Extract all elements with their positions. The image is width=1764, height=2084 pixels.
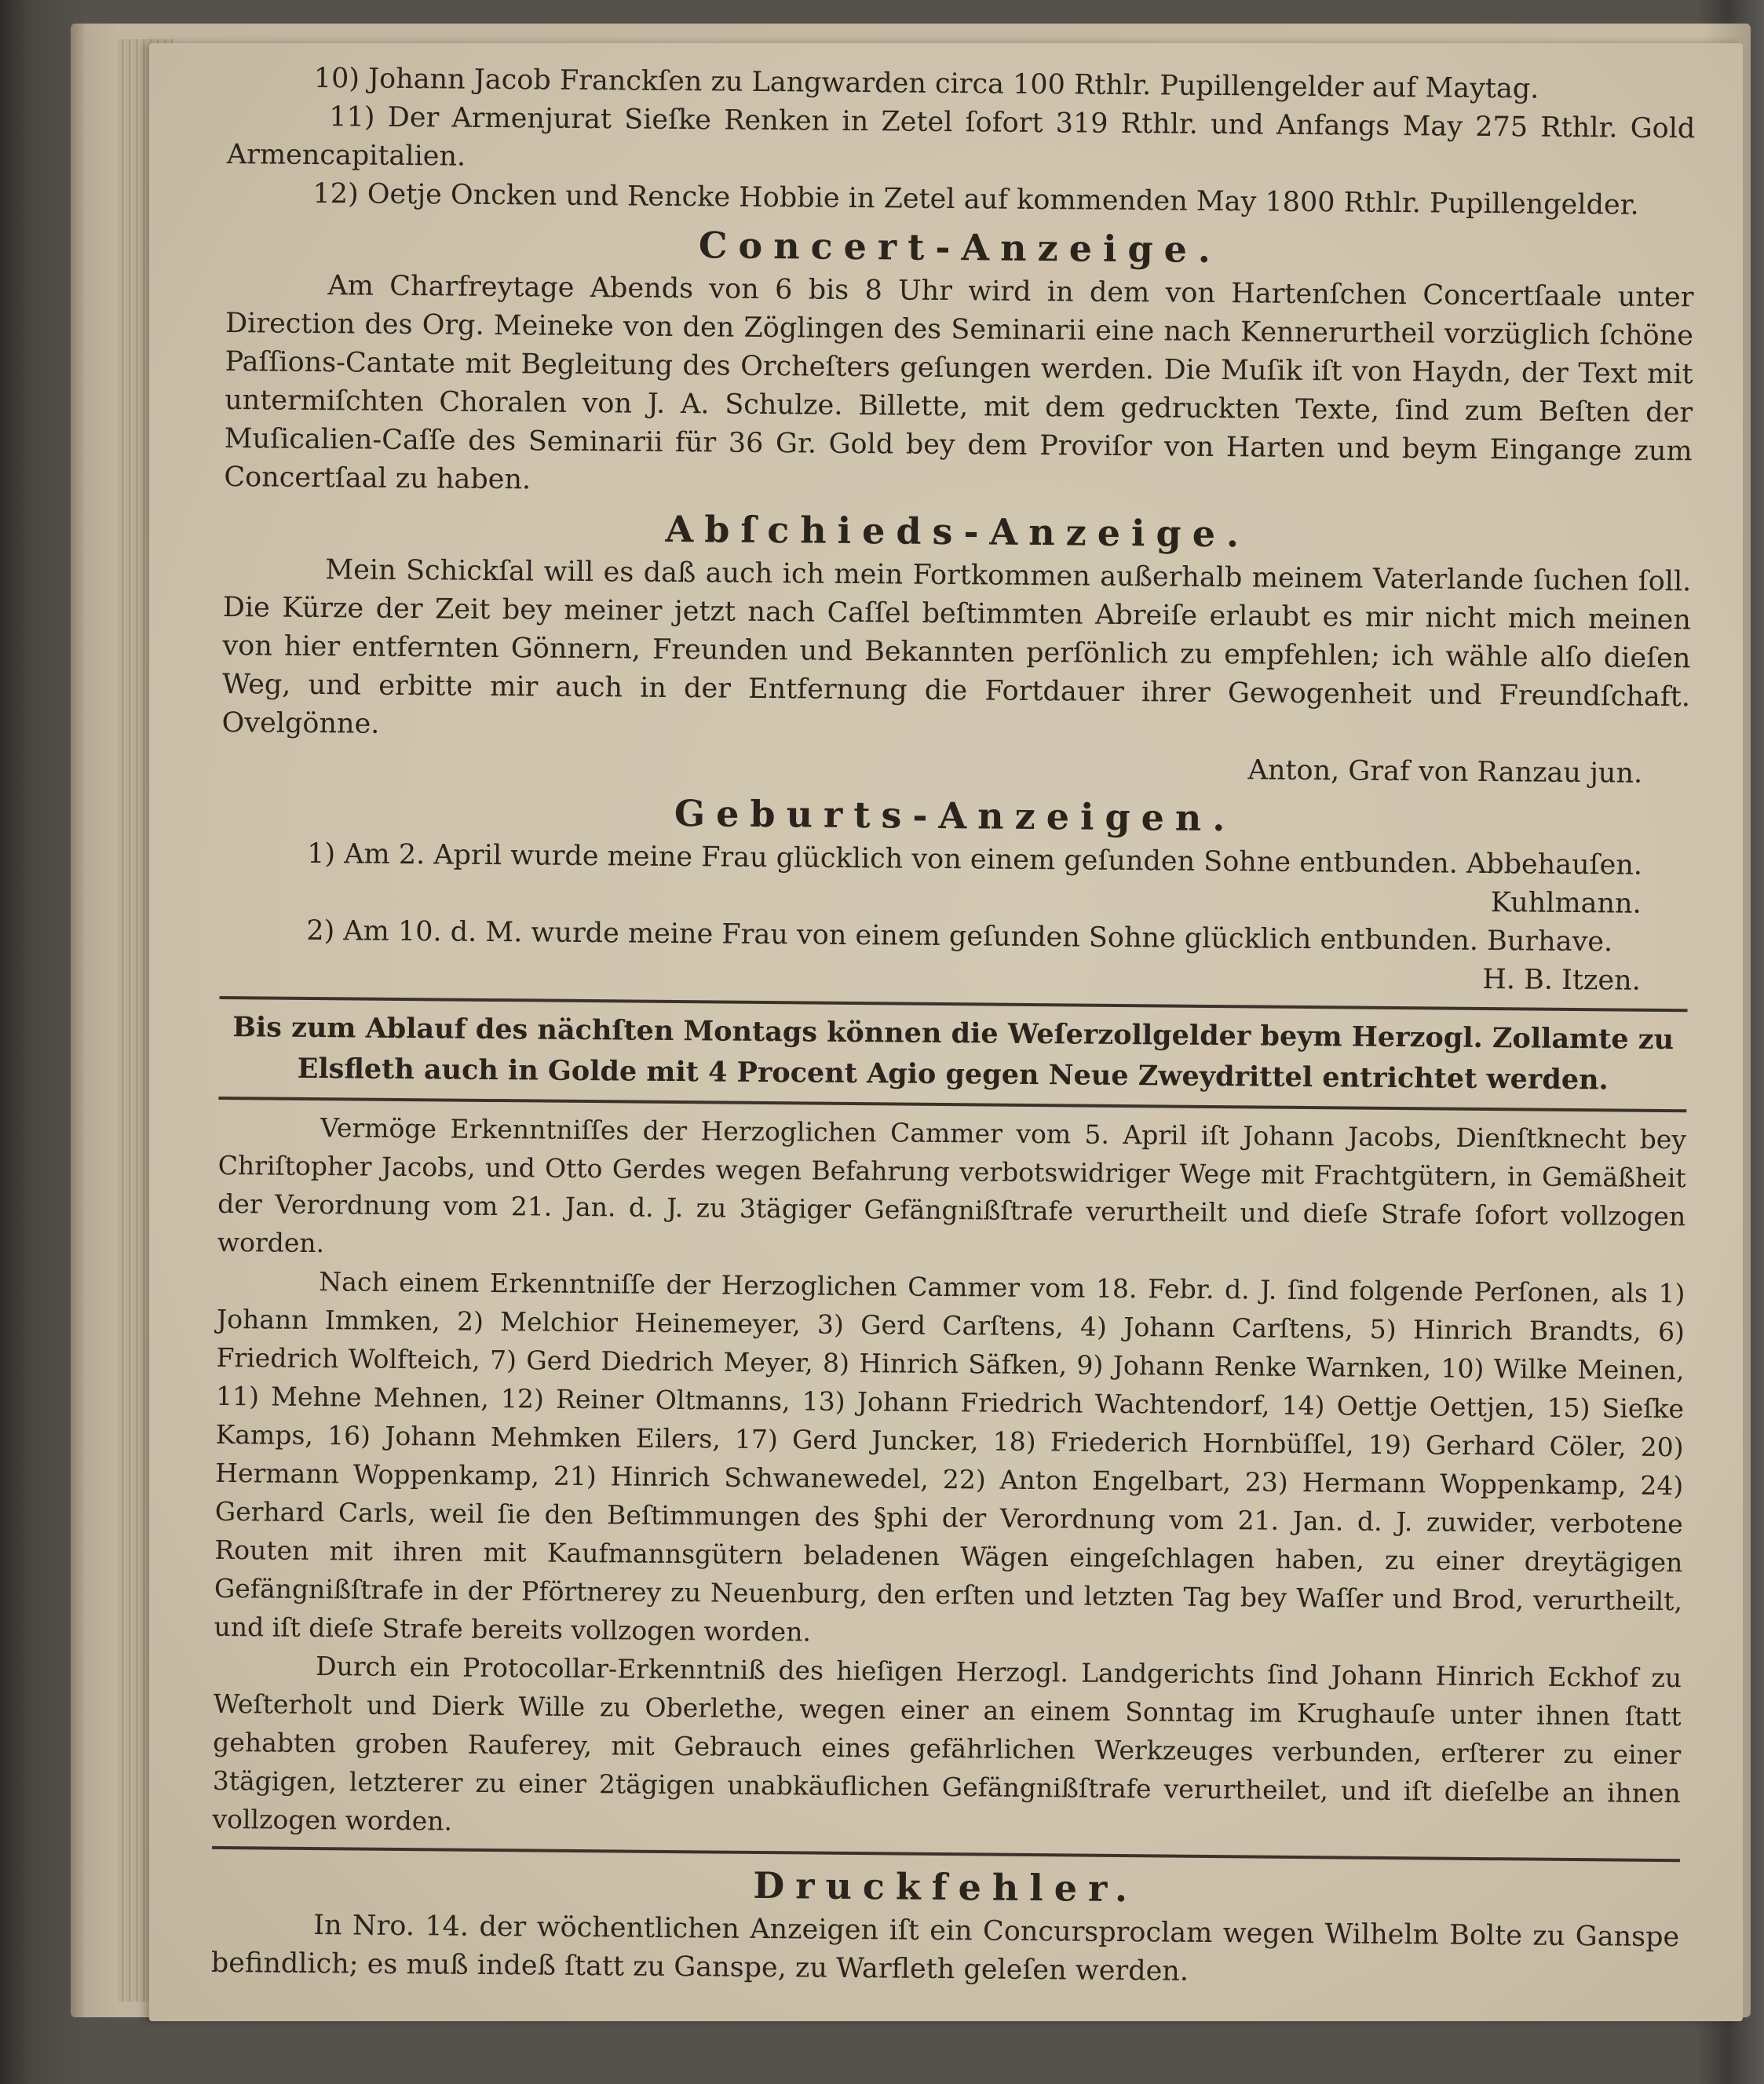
birth-item-2: 2) Am 10. d. M. wurde meine Frau von einem geſunden Sohne glücklich entbunden. Burhave. xyxy=(306,914,1613,958)
list-item-10: 10) Johann Jacob Franckſen zu Langwarden circa 100 Rthlr. Pupillengelder auf Maytag. xyxy=(313,62,1539,105)
farewell-signature: Anton, Graf von Ranzau jun. xyxy=(1247,754,1643,790)
verdict-paragraph-2: Nach einem Erkenntniſſe der Herzoglichen Cammer vom 18. Febr. d. J. ſind folgende Perſonen, als 1) Johann Immken, 2) Melchior Heinemeyer, 3) Gerd Carſtens, 4) Johann Carſtens, 5) Hinrich Brandts, 6) Friedrich Wolfteich, 7) Gerd Diedrich Meyer, 8) Hinrich Säfken, 9) Johann Renke Warnken, 10) Wilke Meinen, 11) Mehne Mehnen, 12) Reiner Oltmanns, 13) Johann Friedrich Wachtendorf, 14) Oettje Oettjen, 15) Sieſke Kamps, 16) Johann Mehmken Eilers, 17) Gerd Juncker, 18) Friederich Hornbüſſel, 19) Gerhard Cöler, 20) Hermann Woppenkamp, 21) Hinrich Schwanewedel, 22) Anton Engelbart, 23) Hermann Woppenkamp, 24) Gerhard Carls, weil ſie den Beſtimmungen des §phi der Verordnung vom 21. Jan. d. J. zuwider, verbotene Routen mit ihren mit Kaufmannsgütern beladenen Wägen eingeſchlagen haben, zu einer dreytägigen Gefängnißſtrafe in der Pförtnerey zu Neuenburg, den erſten und letzten Tag bey Waſſer und Brod, verurtheilt, und iſt dieſe Strafe bereits vollzogen worden. xyxy=(214,1266,1685,1648)
births-heading: Geburts-Anzeigen. xyxy=(674,792,1236,840)
birth-item-1: 1) Am 2. April wurde meine Frau glücklich von einem geſunden Sohne entbunden. Abbehauſen. xyxy=(306,838,1643,881)
farewell-body: Mein Schickſal will es daß auch ich mein Fortkommen außerhalb meinem Vaterlande ſuchen ſoll. Die Kürze der Zeit bey meiner jetzt nach Caſſel beſtimmten Abreiſe erlaubt es mir nicht mich meinen von hier entfernten Gönnern, Freunden und Bekannten perſönlich zu empfehlen; ich wähle alſo dieſen Weg, und erbitte mir auch in der Entfernung die Fortdauer ihrer Gewogenheit und Freundſchaft. Ovelgönne. xyxy=(221,554,1692,740)
verdict-paragraph-1: Vermöge Erkenntniſſes der Herzoglichen Cammer vom 5. April iſt Johann Jacobs, Dienſtknecht bey Chriſtopher Jacobs, und Otto Gerdes wegen Befahrung verbotswidriger Wege mit Frachtgütern, in Gemäßheit der Verordnung vom 21. Jan. d. J. zu 3tägiger Gefängnißſtrafe verurtheilt und dieſe Strafe ſofort vollzogen worden. xyxy=(217,1112,1687,1259)
list-item-11: 11) Der Armenjurat Sieſke Renken in Zetel ſofort 319 Rthlr. und Anfangs May 275 Rthlr. Gold Armencapitalien. xyxy=(226,101,1696,173)
page-text xyxy=(211,59,1696,1995)
concert-heading: Concert-Anzeige. xyxy=(698,224,1222,272)
verdict-paragraph-3: Durch ein Protocollar-Erkenntniß des hieſigen Herzogl. Landgerichts ſind Johann Hinrich Eckhof zu Weſterholt und Dierk Wille zu Oberlethe, wegen einer an einem Sonntag im Krughauſe unter ihnen ſtatt gehabten groben Rauferey, mit Gebrauch eines gefährlichen Werkzeuges verbunden, erſterer zu einer 3tägigen, letzterer zu einer 2tägigen unabkäuflichen Gefängnißſtrafe verurtheilet, und iſt dieſelbe an ihnen vollzogen worden. xyxy=(212,1651,1682,1837)
toll-notice: Bis zum Ablauf des nächſten Montags können die Weſerzollgelder beym Herzogl. Zollamte zu Elsfleth auch in Golde mit 4 Procent Agio gegen Neue Zweydrittel entrichtet werden. xyxy=(232,1011,1675,1097)
birth-signature-2: H. B. Itzen. xyxy=(1482,963,1641,997)
birth-signature-1: Kuhlmann. xyxy=(1490,887,1642,920)
farewell-heading: Abſchieds-Anzeige. xyxy=(665,507,1251,556)
concert-body: Am Charfreytage Abends von 6 bis 8 Uhr wird in dem von Hartenſchen Concertſaale unter Direction des Org. Meineke von den Zöglingen des Seminarii eine nach Kennerurtheil vorzüglich ſchöne Paſſions-Cantate mit Begleitung des Orcheſters geſungen werden. Die Muſik iſt von Haydn, der Text mit untermiſchten Choralen von J. A. Schulze. Billette, mit dem gedruckten Texte, ſind zum Beſten der Muſicalien-Caſſe des Seminarii für 36 Gr. Gold bey dem Proviſor von Harten und beym Eingange zum Concertſaal zu haben. xyxy=(224,270,1694,496)
list-item-12: 12) Oetje Oncken und Rencke Hobbie in Zetel auf kommenden May 1800 Rthlr. Pupillengelder. xyxy=(312,177,1639,221)
errata-body: In Nro. 14. der wöchentlichen Anzeigen iſt ein Concursproclam wegen Wilhelm Bolte zu Ganspe befindlich; es muß indeß ſtatt zu Ganspe, zu Warfleth geleſen werden. xyxy=(210,1910,1680,1987)
errata-heading: Druckfehler. xyxy=(753,1863,1139,1911)
